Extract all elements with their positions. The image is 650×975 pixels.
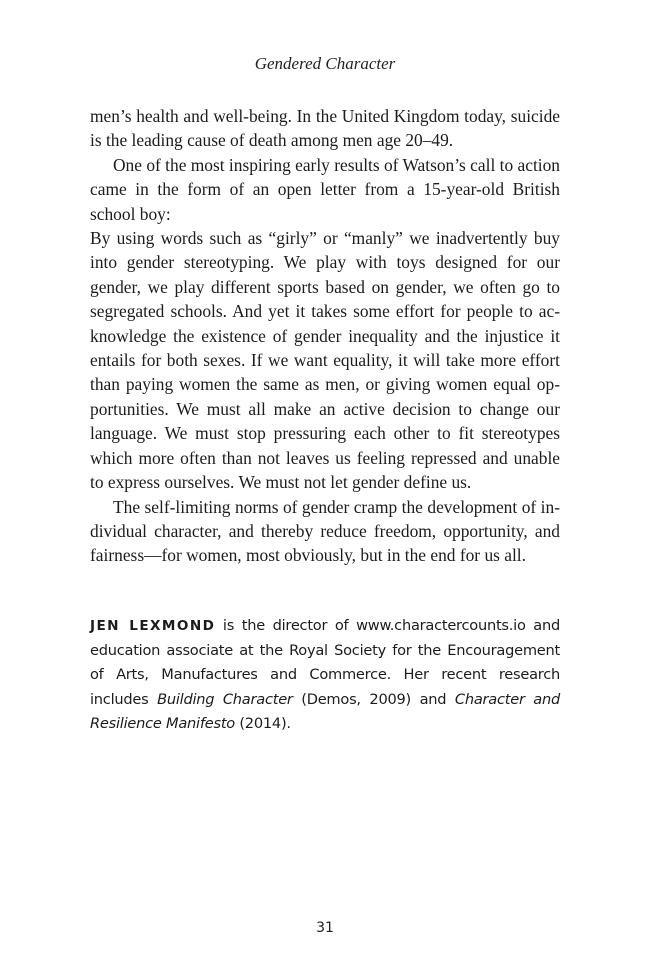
book-title-1: Building Character	[157, 690, 293, 708]
book-title-2: Character and Resilience Manifesto	[90, 690, 560, 733]
block-quote: By using words such as “girly” or “manly” we inadvertently buy into gender stereotyping. We play with toys designed for our gender, we play different sports based on gender, we often go to segregated schools. And yet it takes some effort for people to acknowledge the existence of gender inequality and the injustice it entails for both sexes. If we want equality, it will take more effort than paying women the same as men, or giving women equal opportunities. We must all make an active decision to change our language. We must stop pressuring each other to fit stereotypes which more often than not leaves us feeling repressed and unable to express ourselves. We must not let gender define us.	[90, 228, 560, 493]
page-number: 31	[316, 920, 334, 936]
paragraph-conclusion: The self-limiting norms of gender cramp the development of individual character, and thereby reduce freedom, opportunity, and fairness—for women, most obviously, but in the end for us all.	[90, 496, 560, 566]
paragraph-intro-letter: One of the most inspiring early results of Watson’s call to action came in the form of an open letter from a 15-year-old British school boy:	[90, 154, 560, 224]
bio-text-3: (2014).	[234, 715, 291, 733]
author-name: JEN LEXMOND	[90, 618, 216, 634]
author-bio	[90, 614, 560, 737]
bio-text-1: is the director of www.charactercounts.io and education associate at the Royal Society for the Encouragement of Arts, Manufactures and Commerce. Her recent research includes	[90, 617, 560, 708]
running-head: Gendered Character	[254, 54, 396, 73]
bio-text-2: (Demos, 2009) and	[292, 690, 455, 708]
body-text	[90, 104, 560, 568]
paragraph-continuation: men’s health and well-being. In the United Kingdom today, suicide is the leading cause of death among men age 20–49.	[90, 106, 560, 151]
